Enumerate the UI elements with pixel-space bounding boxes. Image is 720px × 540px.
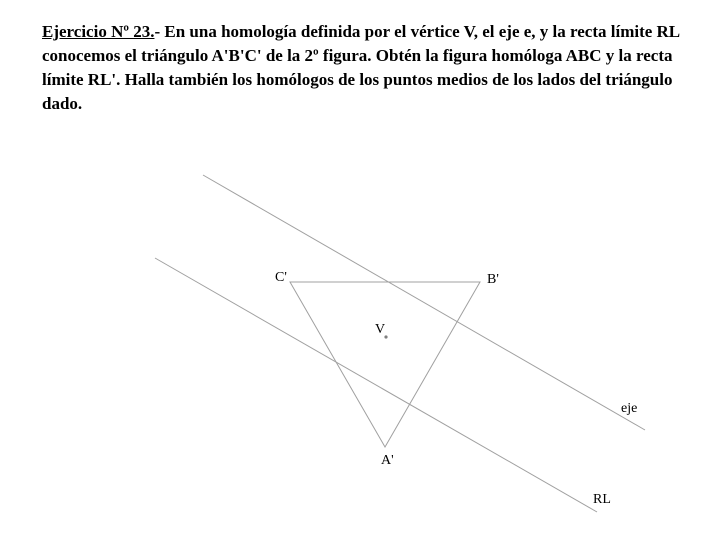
c-prime-label: C' bbox=[275, 270, 287, 285]
b-prime-label: B' bbox=[487, 272, 499, 287]
triangle-a-b-c-prime bbox=[290, 282, 480, 447]
limit-line-rl bbox=[155, 258, 597, 512]
limit-line-label: RL bbox=[593, 492, 611, 507]
vertex-label: V bbox=[375, 322, 386, 337]
exercise-title: Ejercicio Nº 23. bbox=[42, 22, 155, 41]
axis-line bbox=[203, 175, 645, 430]
exercise-text: - En una homología definida por el vértice V, el eje e, y la recta límite RL conocemos el triángulo A'B'C' de la 2º figura. Obtén la figura homóloga ABC y la recta límite RL'. Halla también los homólogos de los puntos medios de los lados del triángulo dado. bbox=[42, 22, 680, 113]
axis-label: eje bbox=[621, 401, 638, 416]
a-prime-label: A' bbox=[381, 453, 394, 468]
